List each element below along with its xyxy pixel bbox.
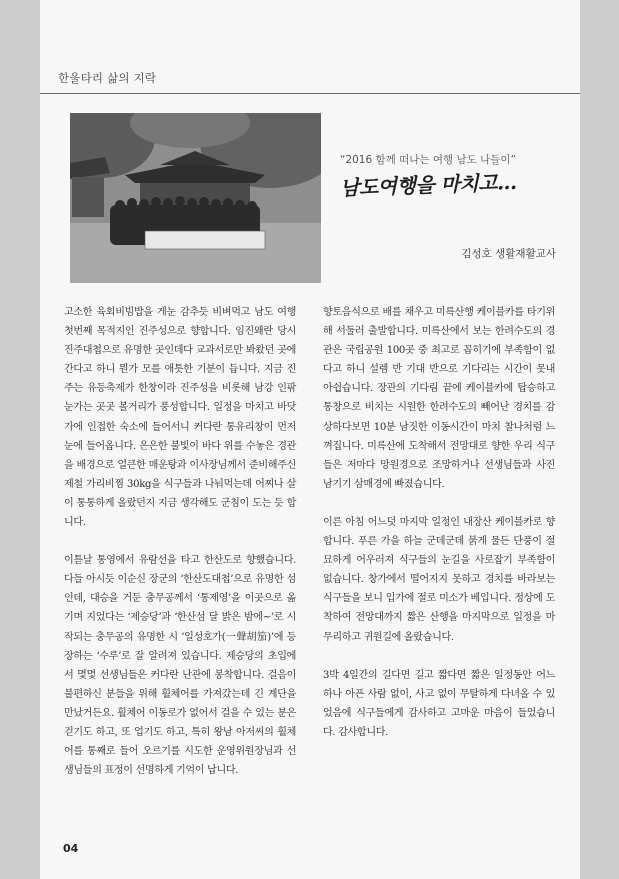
left-column <box>64 303 296 799</box>
paragraph: 향토음식으로 배를 채우고 미륵산행 케이블카를 타기위해 서둘러 출발합니다. 미륵산에서 보는 한려수도의 경관은 국립공원 100곳 중 최고로 꼽히기에 부족함이 없다고 하니 설렘 반 기대 반으로 기다리는 시간이 못내 아쉽습니다. 장관의 기다림 끝에 케이블카에 탑승하고 통창으로 비치는 시원한 한려수도의 빼어난 경치를 감상하다보면 10분 남짓한 이동시간이 마치 찰나처럼 느껴집니다. 미륵산에 도착해서 전망대로 향한 우리 식구들은 저마다 망원경으로 조망하거나 선생님들과 사진 남기기 삼매경에 빠졌습니다. <box>323 307 555 490</box>
page-number: 04 <box>63 842 79 855</box>
paragraph: 3박 4일간의 길다면 길고 짧다면 짧은 일정동안 어느 하나 아픈 사람 없이, 사고 없이 무탈하게 다녀올 수 있었음에 식구들에게 감사하고 고마운 마음이 들었습니다. 감사합니다. <box>323 669 555 738</box>
paragraph: 이른 아침 어느덧 마지막 일정인 내장산 케이블카로 향합니다. 푸른 가을 하늘 군데군데 붉게 물든 단풍이 절묘하게 어우러져 식구들의 눈길을 사로잡기 부족함이 없습니다. 창가에서 떨어지지 못하고 경치를 바라보는 식구들을 보니 입가에 절로 미소가 베입니다. 정상에 도착하여 전망대까지 짧은 산행을 마지막으로 일정을 마무리하고 귀원길에 올랐습니다. <box>323 516 555 643</box>
header-divider <box>40 93 580 94</box>
article-subtitle: “2016 함께 떠나는 여행 남도 나들이” <box>340 154 517 166</box>
paragraph: 고소한 육회비빔밥을 게눈 감추듯 비벼먹고 남도 여행 첫번째 목적지인 진주성으로 향합니다. 임진왜란 당시 진주대첩으로 유명한 곳인데다 교과서로만 봐왔던 곳에 간다고 하니 뭔가 모를 애틋한 기분이 듭니다. 지금 진주는 유등축제가 한창이라 진주성을 비롯해 남강 인팎 눈가는 곳곳 볼거리가 풍성합니다. 일정을 마치고 바닷가에 인접한 숙소에 들어서니 커다란 통유리창이 먼저 눈에 들어옵니다. 은은한 불빛이 바다 위를 수놓은 경관을 배경으로 얼큰한 매운탕과 이사장님께서 준비해주신 제철 가리비찜 30kg을 식구들과 나눠먹는데 어찌나 살이 통통하게 올랐던지 지금 생각해도 군침이 도는 듯 합니다. <box>64 307 296 529</box>
article-title: 남도여행을 마치고... <box>339 169 517 200</box>
paragraph: 이튿날 통영에서 유람선을 타고 한산도로 향했습니다. 다들 아시듯 이순신 장군의 ‘한산도대첩’으로 유명한 섬인데, 대승을 거둔 충무공께서 ‘통제영’을 이곳으로 옮기며 지었다는 ‘제승당’과 ‘한산섬 달 밝은 밤에~’로 시작되는 충무공의 유명한 시 ‘일성호가(一聲胡笳)’에 등장하는 ‘수루’로 잘 알려져 있습니다. 제승당의 초입에서 몇몇 선생님들은 커다란 난관에 봉착합니다. 걸음이 불편하신 분들을 위해 휠체어를 가져갔는데 긴 계단을 만났거든요. 휠체어 이동로가 없어서 걸을 수 있는 분은 걷기도 하고, 또 업기도 하고, 특히 왕남 아저씨의 휠체어를 통째로 들어 오르기를 시도한 운영위원장님과 선생님들의 표정이 선명하게 기억이 납니다. <box>64 555 296 777</box>
section-header: 한울타리 삶의 지락 <box>58 71 157 85</box>
article-author: 김성호 생활재활교사 <box>461 248 556 260</box>
right-column <box>323 303 555 761</box>
group-photo <box>70 113 321 283</box>
